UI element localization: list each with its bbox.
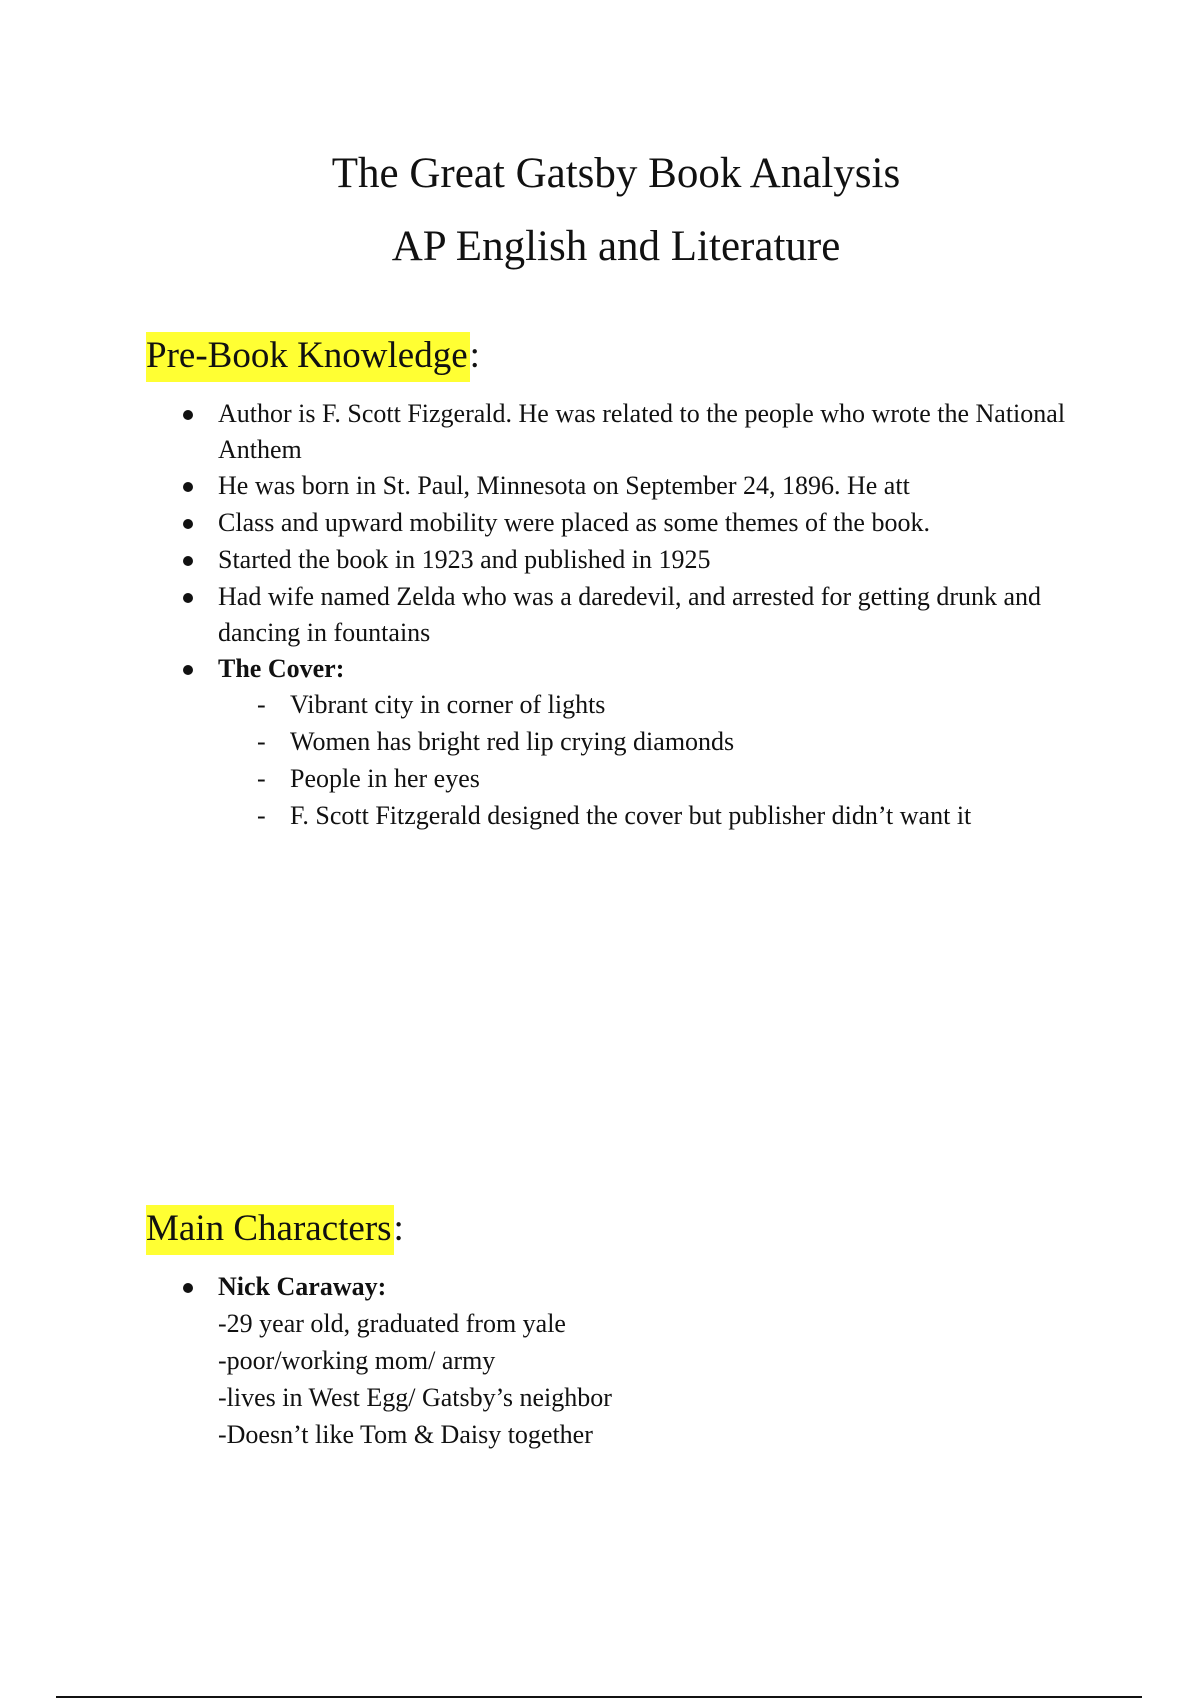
section-heading-prebook — [146, 337, 480, 374]
character-name: Nick Caraway: — [218, 1272, 387, 1301]
sub-list-item — [218, 687, 1090, 724]
document-subtitle: AP English and Literature — [391, 223, 841, 270]
sub-item-text: Women has bright red lip crying diamonds — [290, 727, 735, 756]
list-item — [0, 579, 1078, 651]
bullet-text: Class and upward mobility were placed as some themes of the book. — [218, 508, 930, 537]
heading-colon: : — [469, 335, 480, 376]
list-item-cover — [0, 651, 1078, 835]
dash-icon: - — [257, 764, 266, 793]
sub-list-item — [218, 798, 1090, 835]
bullet-text: Started the book in 1923 and published in 1925 — [218, 545, 711, 574]
list-item — [0, 396, 1078, 468]
dash-icon: - — [257, 801, 266, 830]
characters-bullet-list — [0, 1269, 1078, 1454]
bullet-dot-icon — [183, 519, 193, 529]
cover-label: The Cover: — [218, 654, 345, 683]
list-item — [0, 468, 1078, 505]
bullet-text: Had wife named Zelda who was a daredevil, and arrested for getting drunk and dancing in fountains — [218, 582, 1042, 647]
prebook-bullet-list — [0, 396, 1078, 835]
section-heading-characters — [146, 1210, 404, 1247]
heading-colon: : — [393, 1208, 404, 1249]
page-bottom-divider — [56, 1696, 1142, 1698]
list-item — [0, 542, 1078, 579]
character-item — [0, 1269, 1078, 1454]
sub-item-text: F. Scott Fitzgerald designed the cover but publisher didn’t want it — [290, 801, 972, 830]
character-note: -29 year old, graduated from yale — [218, 1309, 566, 1338]
sub-list-item — [218, 761, 1090, 798]
bullet-text: Author is F. Scott Fizgerald. He was related to the people who wrote the National Anthem — [218, 399, 1066, 464]
list-item — [0, 505, 1078, 542]
sub-item-text: People in her eyes — [290, 764, 480, 793]
bullet-dot-icon — [183, 665, 193, 675]
sub-item-text: Vibrant city in corner of lights — [290, 690, 606, 719]
character-note: -lives in West Egg/ Gatsby’s neighbor — [218, 1383, 612, 1412]
character-note: -Doesn’t like Tom & Daisy together — [218, 1420, 593, 1449]
cover-sub-list — [218, 687, 1078, 835]
highlighted-heading-text: Pre-Book Knowledge — [146, 332, 470, 382]
dash-icon: - — [257, 727, 266, 756]
bullet-dot-icon — [183, 1283, 193, 1293]
highlighted-heading-text: Main Characters — [146, 1205, 394, 1255]
bullet-dot-icon — [183, 410, 193, 420]
dash-icon: - — [257, 690, 266, 719]
bullet-text: He was born in St. Paul, Minnesota on September 24, 1896. He att — [218, 471, 910, 500]
character-note: -poor/working mom/ army — [218, 1346, 496, 1375]
bullet-dot-icon — [183, 556, 193, 566]
bullet-dot-icon — [183, 482, 193, 492]
document-title: The Great Gatsby Book Analysis — [331, 150, 901, 197]
bullet-dot-icon — [183, 593, 193, 603]
sub-list-item — [218, 724, 1090, 761]
